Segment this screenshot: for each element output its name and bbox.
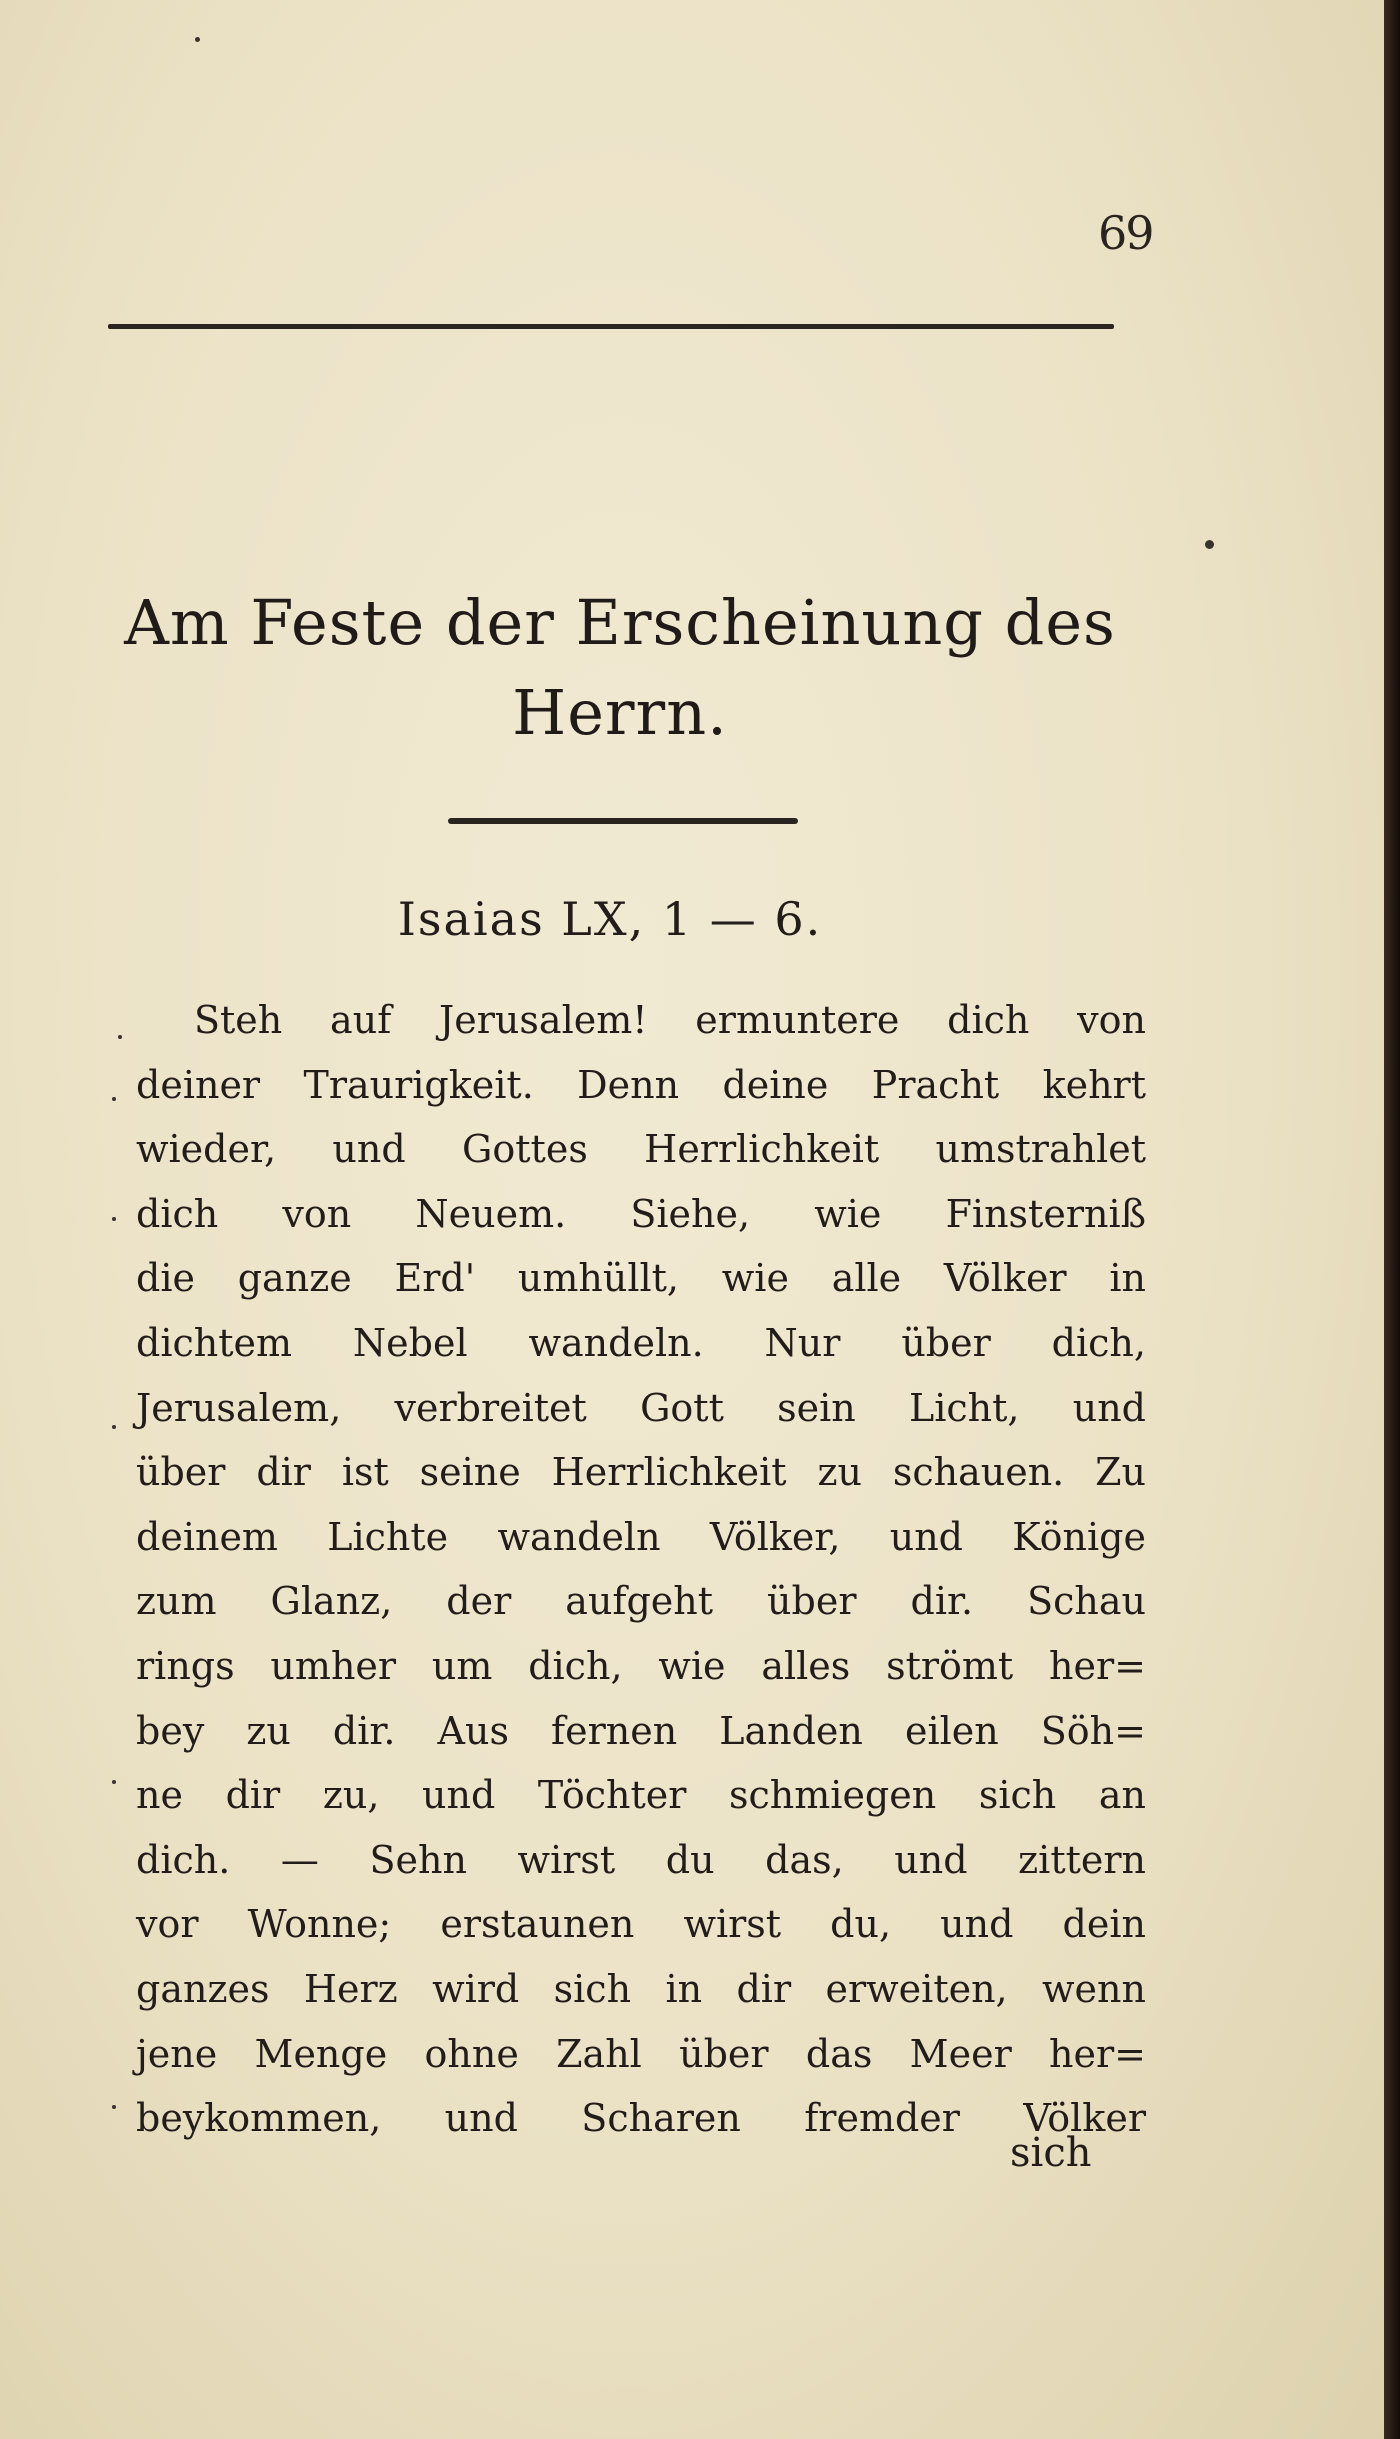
text-line: über dir ist seine Herrlichkeit zu schauen. Zu: [136, 1450, 1146, 1495]
chapter-title-line-1: Am Feste der Erscheinung des: [124, 586, 1116, 659]
body-text: [136, 988, 1146, 2151]
paper-speck: [195, 37, 200, 42]
text-line: deinem Lichte wandeln Völker, und Könige: [136, 1514, 1146, 1559]
text-line: dichtem Nebel wandeln. Nur über dich,: [136, 1320, 1146, 1365]
paper-speck: [112, 1217, 116, 1221]
paper-speck: [118, 1035, 122, 1039]
text-line: die ganze Erd' umhüllt, wie alle Völker in: [136, 1256, 1146, 1301]
paper-speck: [112, 1425, 116, 1429]
book-gutter-edge: [1384, 0, 1400, 2439]
text-line: dich. — Sehn wirst du das, und zittern: [136, 1837, 1146, 1882]
paper-speck: [112, 1097, 116, 1101]
paper-speck: [1205, 540, 1214, 549]
text-line: ganzes Herz wird sich in dir erweiten, wenn: [136, 1966, 1146, 2011]
chapter-title: [120, 578, 1120, 758]
header-rule: [108, 324, 1114, 329]
scripture-reference: Isaias LX, 1 — 6.: [397, 892, 823, 946]
catchword: sich: [1010, 2130, 1092, 2176]
text-line: dich von Neuem. Siehe, wie Finsterniß: [136, 1191, 1146, 1236]
text-line: ne dir zu, und Töchter schmiegen sich an: [136, 1773, 1146, 1818]
text-line: jene Menge ohne Zahl über das Meer her=: [136, 2031, 1146, 2076]
text-line: deiner Traurigkeit. Denn deine Pracht kehrt: [136, 1062, 1146, 1107]
text-line: Steh auf Jerusalem! ermuntere dich von: [194, 998, 1146, 1042]
page-number: 69: [1098, 206, 1153, 260]
text-line: rings umher um dich, wie alles strömt her=: [136, 1643, 1146, 1688]
paper-speck: [112, 1780, 116, 1784]
chapter-title-line-2: Herrn.: [512, 676, 728, 749]
text-line: zum Glanz, der aufgeht über dir. Schau: [136, 1579, 1146, 1624]
text-line: beykommen, und Scharen fremder Völker: [136, 2096, 1146, 2141]
paper-speck: [112, 2105, 116, 2109]
text-line: wieder, und Gottes Herrlichkeit umstrahlet: [136, 1127, 1146, 1172]
title-divider: [448, 818, 798, 824]
text-line: bey zu dir. Aus fernen Landen eilen Söh=: [136, 1708, 1146, 1753]
text-line: Jerusalem, verbreitet Gott sein Licht, und: [136, 1385, 1146, 1430]
text-line: vor Wonne; erstaunen wirst du, und dein: [136, 1902, 1146, 1947]
